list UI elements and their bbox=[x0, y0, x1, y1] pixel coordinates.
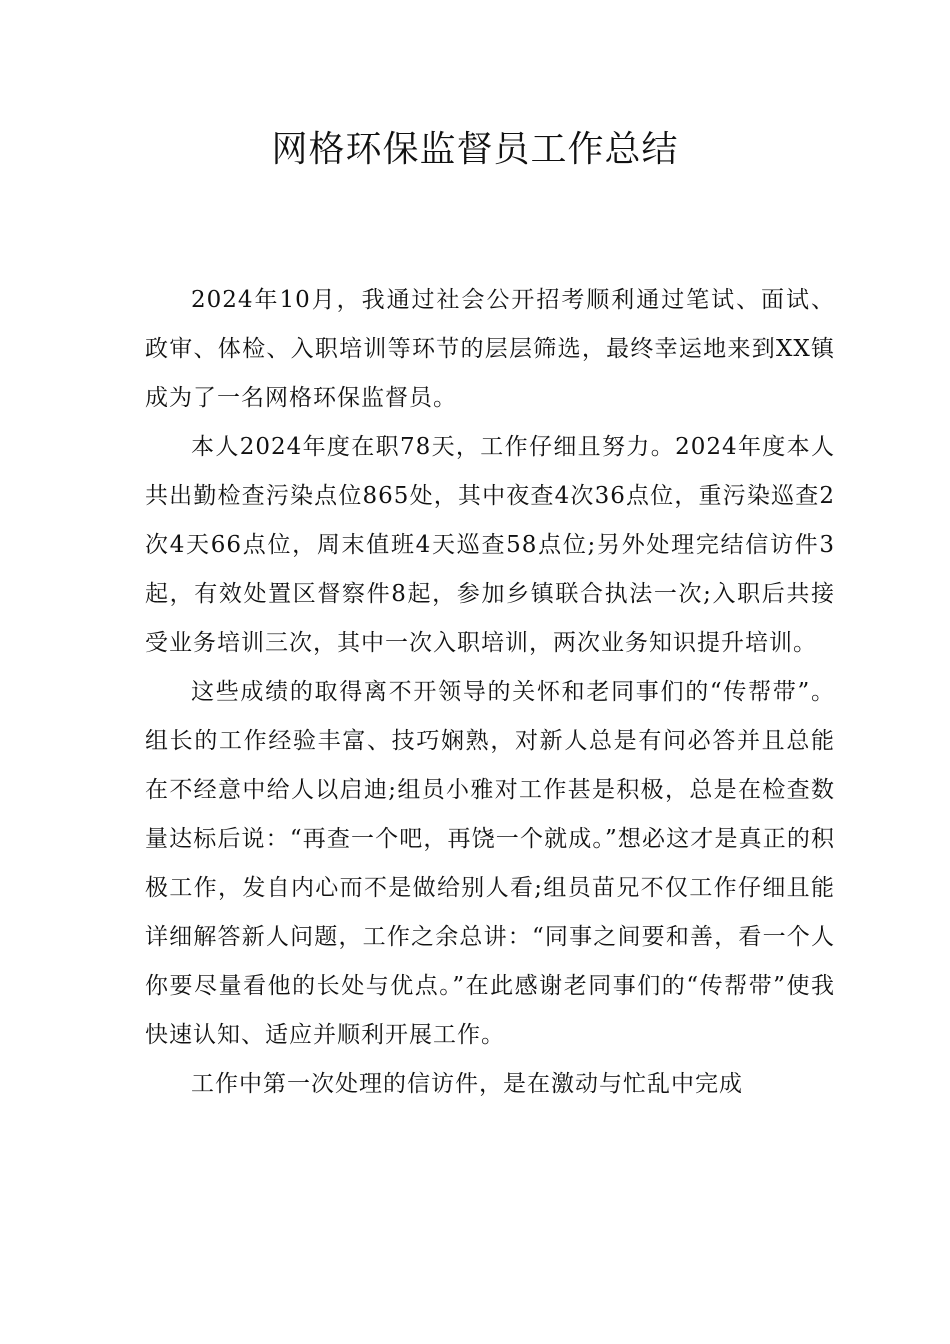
document-title: 网格环保监督员工作总结 bbox=[271, 129, 679, 170]
document-body bbox=[145, 276, 835, 1109]
paragraph-2: 本人2024年度在职78天，工作仔细且努力。2024年度本人共出勤检查污染点位865处，其中夜查4次36点位，重污染巡查2次4天66点位，周末值班4天巡查58点位;另外处理完结信访件3起，有效处置区督察件8起，参加乡镇联合执法一次;入职后共接受业务培训三次，其中一次入职培训，两次业务知识提升培训。 bbox=[145, 434, 835, 656]
paragraph-3: 这些成绩的取得离不开领导的关怀和老同事们的“传帮带”。组长的工作经验丰富、技巧娴熟，对新人总是有问必答并且总能在不经意中给人以启迪;组员小雅对工作甚是积极，总是在检查数量达标后说：“再查一个吧，再饶一个就成。”想必这才是真正的积极工作，发自内心而不是做给别人看;组员苗兄不仅工作仔细且能详细解答新人问题，工作之余总讲：“同事之间要和善，看一个人你要尽量看他的长处与优点。”在此感谢老同事们的“传帮带”使我快速认知、适应并顺利开展工作。 bbox=[145, 679, 835, 1048]
paragraph-1: 2024年10月，我通过社会公开招考顺利通过笔试、面试、政审、体检、入职培训等环节的层层筛选，最终幸运地来到XX镇成为了一名网格环保监督员。 bbox=[145, 287, 835, 411]
paragraph-4: 工作中第一次处理的信访件，是在激动与忙乱中完成 bbox=[191, 1071, 743, 1097]
